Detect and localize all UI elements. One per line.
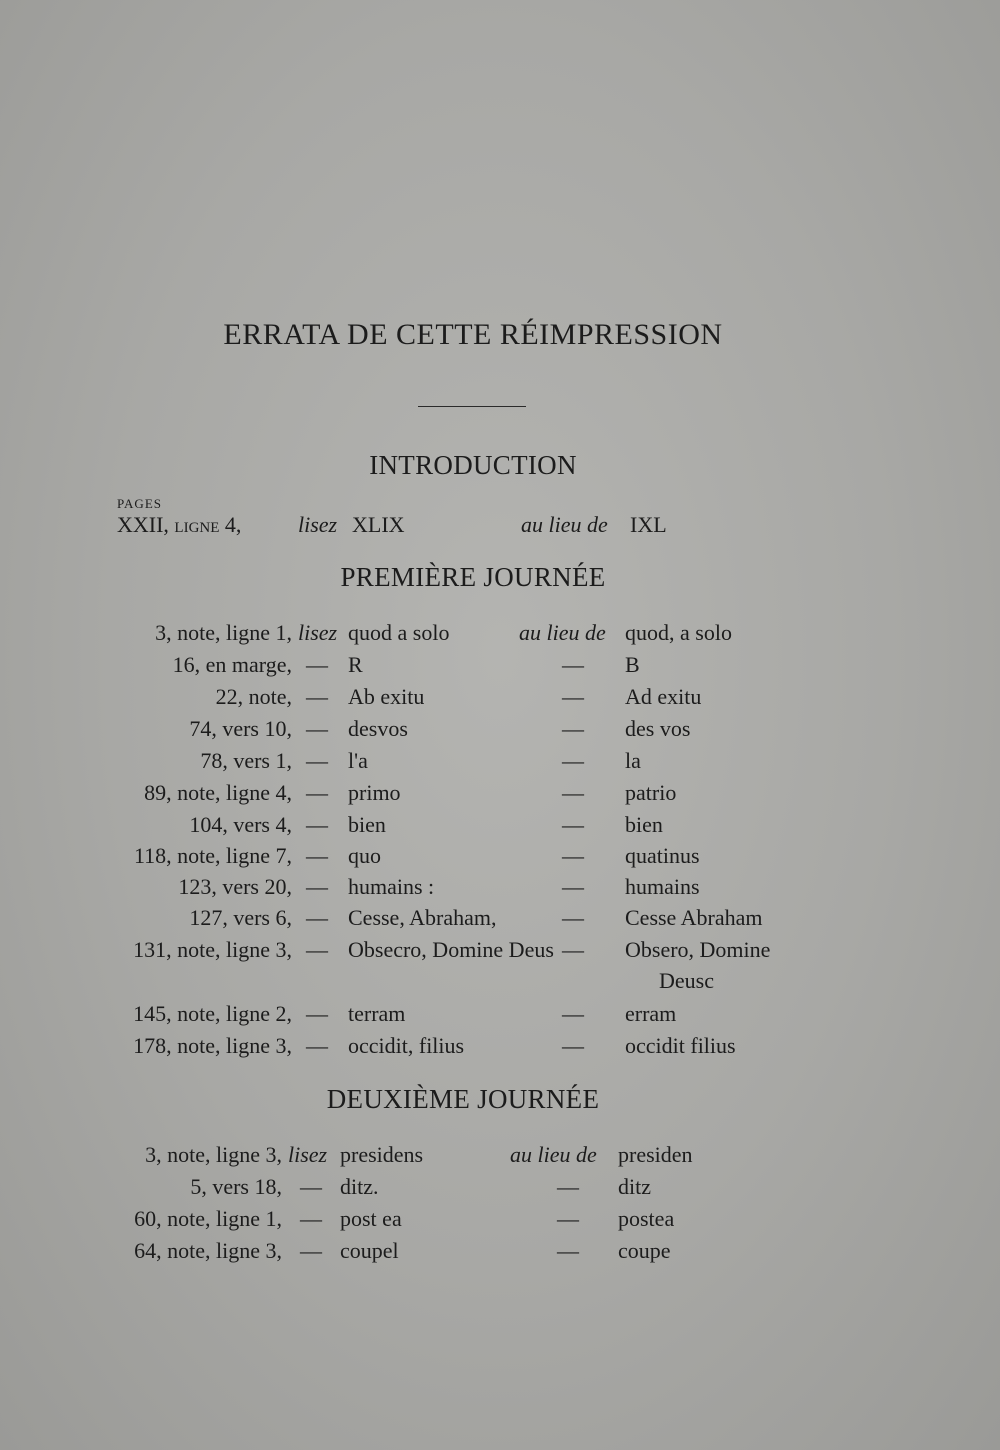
correct-reading: quod a solo	[348, 620, 450, 645]
dash-ditto: —	[562, 874, 584, 899]
section-heading-premiere-journee: PREMIÈRE JOURNÉE	[340, 562, 606, 592]
incorrect-reading: occidit filius	[625, 1033, 736, 1058]
incorrect-reading-continued: Deusc	[659, 968, 714, 993]
dash-ditto: —	[300, 1174, 322, 1199]
lisez-label: lisez	[298, 512, 338, 537]
errata-row	[0, 652, 1000, 682]
dash-ditto: —	[306, 748, 328, 773]
dash-ditto: —	[300, 1238, 322, 1263]
dash-ditto: —	[306, 937, 328, 962]
correct-reading: post ea	[340, 1206, 402, 1231]
dash-ditto: —	[306, 874, 328, 899]
dash-ditto: —	[562, 812, 584, 837]
page-reference: 89, note, ligne 4,	[144, 780, 292, 805]
page-reference: 104, vers 4,	[189, 812, 292, 837]
correct-reading: l'a	[348, 748, 368, 773]
page-title: ERRATA DE CETTE RÉIMPRESSION	[223, 318, 723, 351]
correct-reading: occidit, filius	[348, 1033, 465, 1058]
dash-ditto: —	[300, 1206, 322, 1231]
lisez-label: lisez	[298, 620, 338, 645]
dash-ditto: —	[562, 843, 584, 868]
correct-reading: R	[348, 652, 363, 677]
correct-reading: XLIX	[352, 512, 405, 537]
dash-ditto: —	[562, 716, 584, 741]
lisez-label: lisez	[288, 1142, 328, 1167]
correct-reading: presidens	[340, 1142, 424, 1167]
dash-ditto: —	[306, 1001, 328, 1026]
dash-ditto: —	[562, 937, 584, 962]
au-lieu-de-label: au lieu de	[521, 512, 608, 537]
page-reference: 64, note, ligne 3,	[134, 1238, 282, 1263]
correct-reading: primo	[348, 780, 401, 805]
dash-ditto: —	[562, 684, 584, 709]
errata-row	[0, 812, 1000, 842]
dash-ditto: —	[562, 780, 584, 805]
errata-row	[0, 780, 1000, 810]
section-heading-deuxieme-journee: DEUXIÈME JOURNÉE	[326, 1084, 600, 1114]
correct-reading: humains :	[348, 874, 435, 899]
dash-ditto: —	[306, 780, 328, 805]
page-reference: 22, note,	[215, 684, 292, 709]
incorrect-reading: postea	[618, 1206, 675, 1231]
errata-row	[0, 1142, 1000, 1172]
errata-row	[0, 874, 1000, 904]
correct-reading: quo	[348, 843, 381, 868]
errata-row	[0, 1238, 1000, 1268]
dash-ditto: —	[557, 1206, 579, 1231]
au-lieu-de-label: au lieu de	[510, 1142, 597, 1167]
incorrect-reading: la	[625, 748, 641, 773]
dash-ditto: —	[306, 684, 328, 709]
errata-row	[0, 1001, 1000, 1031]
incorrect-reading: bien	[625, 812, 663, 837]
dash-ditto: —	[557, 1238, 579, 1263]
page-reference: 5, vers 18,	[190, 1174, 282, 1199]
dash-ditto: —	[562, 905, 584, 930]
page-reference: 118, note, ligne 7,	[133, 843, 292, 868]
page-reference: 3, note, ligne 1,	[155, 620, 292, 645]
incorrect-reading: IXL	[630, 512, 667, 537]
errata-row	[0, 748, 1000, 778]
page-reference: XXII, ligne 4,	[117, 512, 242, 537]
page-reference: 60, note, ligne 1,	[134, 1206, 282, 1231]
dash-ditto: —	[306, 843, 328, 868]
correct-reading: Obsecro, Domine Deus	[348, 937, 554, 962]
page-reference: 131, note, ligne 3,	[133, 937, 292, 962]
incorrect-reading: Cesse Abraham	[625, 905, 763, 930]
page-reference: 178, note, ligne 3,	[133, 1033, 292, 1058]
correct-reading: terram	[348, 1001, 406, 1026]
errata-row	[0, 1174, 1000, 1204]
incorrect-reading: coupe	[618, 1238, 671, 1263]
incorrect-reading: ditz	[618, 1174, 651, 1199]
dash-ditto: —	[562, 1033, 584, 1058]
dash-ditto: —	[562, 748, 584, 773]
incorrect-reading: humains	[625, 874, 700, 899]
correct-reading: desvos	[348, 716, 408, 741]
incorrect-reading: B	[625, 652, 640, 677]
incorrect-reading: quod, a solo	[625, 620, 732, 645]
errata-row	[0, 843, 1000, 873]
section-heading-introduction: INTRODUCTION	[369, 450, 577, 480]
correct-reading: Cesse, Abraham,	[348, 905, 497, 930]
dash-ditto: —	[557, 1174, 579, 1199]
incorrect-reading: erram	[625, 1001, 677, 1026]
errata-row	[0, 1033, 1000, 1063]
dash-ditto: —	[306, 1033, 328, 1058]
dash-ditto: —	[562, 652, 584, 677]
errata-row	[0, 684, 1000, 714]
page-reference: 16, en marge,	[172, 652, 292, 677]
errata-row	[0, 716, 1000, 746]
dash-ditto: —	[306, 652, 328, 677]
au-lieu-de-label: au lieu de	[519, 620, 606, 645]
page-reference: 123, vers 20,	[178, 874, 292, 899]
correct-reading: coupel	[340, 1238, 399, 1263]
incorrect-reading: Obsero, Domine	[625, 937, 771, 962]
page-reference: 145, note, ligne 2,	[133, 1001, 292, 1026]
errata-row	[0, 620, 1000, 650]
dash-ditto: —	[306, 812, 328, 837]
page-reference: 78, vers 1,	[200, 748, 292, 773]
page-reference: 127, vers 6,	[189, 905, 292, 930]
pages-label: PAGES	[117, 496, 162, 511]
correct-reading: bien	[348, 812, 386, 837]
incorrect-reading: Ad exitu	[625, 684, 702, 709]
dash-ditto: —	[306, 905, 328, 930]
incorrect-reading: presiden	[618, 1142, 693, 1167]
errata-row	[0, 1206, 1000, 1236]
dash-ditto: —	[306, 716, 328, 741]
correct-reading: Ab exitu	[348, 684, 425, 709]
incorrect-reading: des vos	[625, 716, 691, 741]
errata-row	[0, 937, 1000, 993]
correct-reading: ditz.	[340, 1174, 379, 1199]
incorrect-reading: patrio	[625, 780, 677, 805]
page-reference: 74, vers 10,	[189, 716, 292, 741]
page-reference: 3, note, ligne 3,	[145, 1142, 282, 1167]
dash-ditto: —	[562, 1001, 584, 1026]
errata-row	[0, 512, 1000, 542]
title-rule	[418, 406, 526, 407]
incorrect-reading: quatinus	[625, 843, 700, 868]
errata-row	[0, 905, 1000, 935]
